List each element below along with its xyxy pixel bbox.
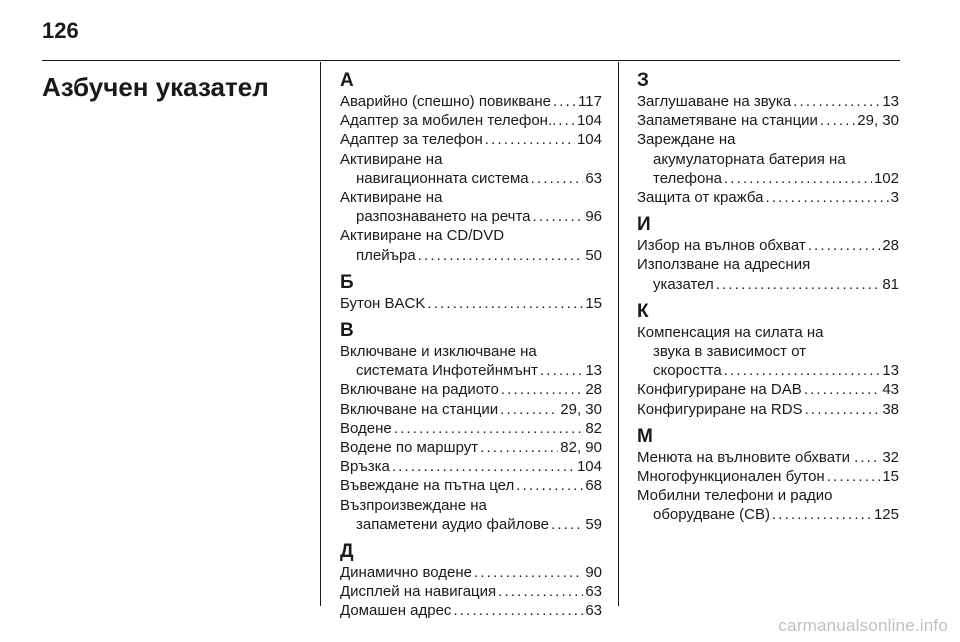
index-entry [637,169,899,188]
entry-page: 125 [873,506,899,524]
entry-page: 28 [585,381,602,399]
index-entry [340,111,602,130]
dot-leader [724,361,881,380]
index-entry [340,207,602,226]
index-entry [637,448,899,467]
index-section [340,541,602,621]
index-entry [340,563,602,582]
section-letter: Д [340,541,354,563]
page-number: 126 [42,18,79,43]
entry-text: указател [653,275,714,293]
entry-page: 13 [882,93,899,110]
index-entry [637,400,899,419]
entry-page: 43 [882,381,899,399]
dot-leader [418,246,584,265]
entry-text: Компенсация на силата на [637,323,824,341]
entry-text: Активиране на CD/DVD [340,227,505,245]
index-section [637,426,899,525]
entry-text: Включване на радиото [340,381,499,399]
index-entry [340,476,602,495]
dot-leader [394,419,584,438]
entry-text: Зареждане на [637,131,736,149]
index-section [637,214,899,294]
index-entry [340,380,602,399]
dot-leader [558,111,575,130]
index-section [637,301,899,419]
dot-leader [392,457,575,476]
index-entry [340,582,602,601]
entry-text: Заглушаване на звука [637,93,792,110]
entry-page: 104 [576,112,602,130]
dot-leader [820,111,855,130]
dot-leader [827,467,881,486]
dot-leader [551,515,583,534]
index-entry [637,361,899,380]
entry-page: 13 [882,362,899,380]
entry-page: 63 [585,169,602,187]
index-entry [637,92,899,111]
entry-text: телефона [653,169,722,187]
index-entry [340,601,602,620]
index-entry [340,246,602,265]
column-separator [618,62,619,606]
dot-leader [533,207,584,226]
entry-page: 117 [578,93,602,110]
entry-text: запаметени аудио файлове [356,515,550,533]
index-entry [340,438,602,457]
index-entry [340,294,602,313]
entry-text: Запаметяване на станции [637,112,818,130]
index-section [340,272,602,313]
index-entry [340,130,602,149]
index-entry [637,467,899,486]
entry-page: 90 [585,564,602,582]
entry-page: 28 [882,237,899,255]
entry-text: Домашен адрес [340,602,452,620]
entry-page: 3 [890,189,899,207]
section-letter: З [637,70,649,91]
dot-leader [804,380,881,399]
index-entry [340,361,602,380]
entry-page: 81 [882,275,899,293]
dot-leader [724,169,872,188]
index-entry [340,419,602,438]
index-entry [340,92,602,111]
entry-text: Използване на адресния [637,256,811,274]
dot-leader [453,601,583,620]
index-entry [340,400,602,419]
dot-leader [808,236,881,255]
entry-text: Водене [340,419,392,437]
index-entry [637,188,899,207]
index-column-1 [340,70,602,628]
dot-leader [498,582,583,601]
index-entry [340,515,602,534]
index-heading: Азбучен указател [42,72,269,102]
index-entry [340,457,602,476]
dot-leader [540,361,583,380]
entry-text: Връзка [340,458,390,476]
entry-page: 15 [882,468,899,486]
index-entry [637,380,899,399]
dot-leader [531,169,584,188]
entry-page: 63 [585,583,602,601]
column-separator [320,62,321,606]
entry-text: Многофункционален бутон [637,468,825,486]
entry-text: Избор на вълнов обхват [637,237,806,255]
entry-text: Включване на станции [340,400,499,418]
entry-text: оборудване (CB) [653,506,770,524]
entry-page: 59 [585,515,602,533]
entry-page: 104 [576,131,602,149]
header-rule [42,60,900,61]
dot-leader [860,448,880,467]
entry-text: звука в зависимост от [653,343,807,361]
dot-leader [480,438,558,457]
dot-leader [805,400,881,419]
dot-leader [716,275,881,294]
index-column-2 [637,70,899,532]
index-entry [637,236,899,255]
index-entry [637,275,899,294]
entry-text: Адаптер за телефон [340,131,483,149]
section-letter: И [637,214,651,236]
entry-text: Конфигуриране на DAB [637,381,802,399]
entry-text: плейъра [356,246,416,264]
section-letter: А [340,70,354,91]
dot-leader [516,476,583,495]
entry-page: 102 [873,169,899,187]
index-entry [637,111,899,130]
entry-text: Въвеждане на пътна цел [340,477,515,495]
entry-text: скоростта [653,362,722,380]
index-entry [340,169,602,188]
entry-text: акумулаторната батерия на [653,150,846,168]
entry-text: Конфигуриране на RDS [637,400,803,418]
dot-leader [772,505,872,524]
entry-page: 50 [585,246,602,264]
entry-text: Активиране на [340,189,443,207]
index-section [340,320,602,534]
index-section [340,70,602,265]
entry-text: Аварийно (спешно) повикване [340,93,551,110]
index-entry [637,505,899,524]
entry-page: 15 [585,294,602,312]
entry-page: 82, 90 [560,439,602,457]
entry-text: Защита от кражба [637,189,764,207]
section-letter: К [637,300,649,322]
entry-page: 68 [585,477,602,495]
entry-page: 63 [585,602,602,620]
dot-leader [501,380,583,399]
entry-text: Включване и изключване на [340,343,537,361]
dot-leader [765,188,888,207]
entry-text: Бутон BACK [340,294,426,312]
entry-page: 29, 30 [857,112,899,130]
entry-text: системата Инфотейнмънт [356,362,538,380]
entry-page: 96 [585,208,602,226]
dot-leader [500,400,558,419]
entry-text: Мобилни телефони и радио [637,487,833,505]
entry-text: Водене по маршрут [340,439,479,457]
dot-leader [427,294,583,313]
entry-text: Дисплей на навигация [340,583,497,601]
entry-text: навигационната система [356,169,529,187]
entry-text: Адаптер за мобилен телефон.. [340,112,557,130]
index-section [637,70,899,207]
dot-leader [474,563,583,582]
entry-page: 104 [576,458,602,476]
entry-page: 32 [882,448,899,466]
entry-text: Динамично водене [340,564,472,582]
section-letter: Б [340,271,354,293]
entry-page: 29, 30 [560,400,602,418]
entry-page: 13 [585,362,602,380]
dot-leader [553,92,576,111]
watermark: carmanualsonline.info [778,616,948,635]
entry-page: 38 [882,400,899,418]
section-letter: В [340,320,354,342]
entry-text: разпознаването на речта [356,208,531,226]
dot-leader [485,130,575,149]
entry-text: Активиране на [340,150,443,168]
dot-leader [793,92,880,111]
entry-text: Менюта на вълновите обхвати . [637,448,859,466]
entry-text: Възпроизвеждане на [340,496,487,514]
section-letter: М [637,425,653,447]
entry-page: 82 [585,419,602,437]
